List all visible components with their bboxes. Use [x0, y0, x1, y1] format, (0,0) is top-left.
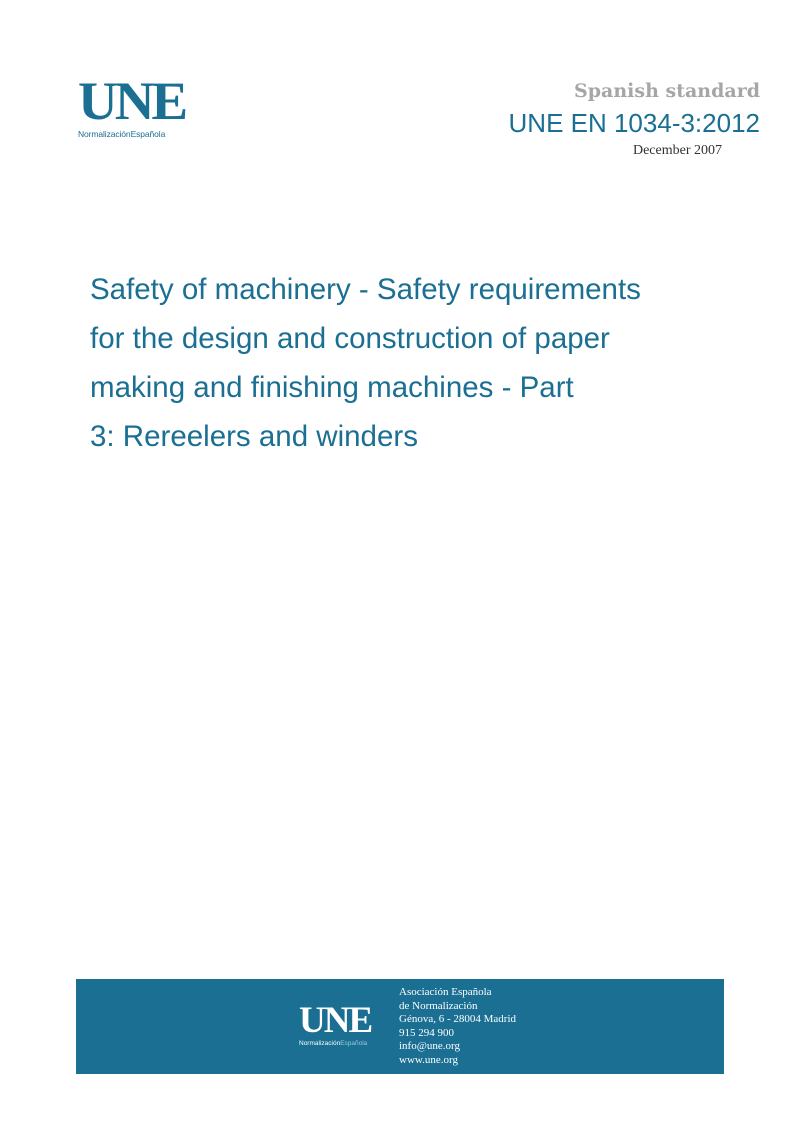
address-line: Asociación Española	[399, 986, 492, 998]
title-line: Safety of machinery - Safety requirements	[90, 273, 641, 306]
footer-logo-subtitle	[299, 1040, 389, 1048]
standard-date: December 2007	[632, 143, 722, 158]
logo-subtitle-part1: Normalización	[78, 129, 131, 139]
une-logo	[78, 71, 198, 144]
footer-address	[399, 986, 516, 1068]
website-url: www.une.org	[399, 1053, 458, 1066]
standard-kind: Spanish standard	[574, 80, 760, 102]
phone-number: 915 294 900	[399, 1026, 454, 1039]
footer-logo-subtitle-part2: Española	[340, 1040, 368, 1047]
standard-code: UNE EN 1034-3:2012	[508, 108, 760, 138]
title-line: making and finishing machines - Part	[90, 371, 574, 404]
standard-info	[509, 78, 760, 160]
email-address: info@une.org	[399, 1040, 460, 1053]
footer-une-logo	[299, 1002, 389, 1048]
title-line: 3: Rereelers and winders	[90, 420, 418, 453]
footer-logo-subtitle-part1: Normalización	[299, 1040, 341, 1047]
logo-subtitle-part2: Española	[130, 129, 166, 139]
title-line: for the design and construction of paper	[90, 322, 610, 355]
footer-logo-mark: UNE	[299, 1000, 372, 1041]
address-line: de Normalización	[399, 999, 478, 1012]
document-title	[90, 265, 730, 461]
address-line: Génova, 6 - 28004 Madrid	[399, 1013, 517, 1026]
logo-mark: UNE	[78, 71, 186, 131]
footer-band	[76, 979, 724, 1074]
